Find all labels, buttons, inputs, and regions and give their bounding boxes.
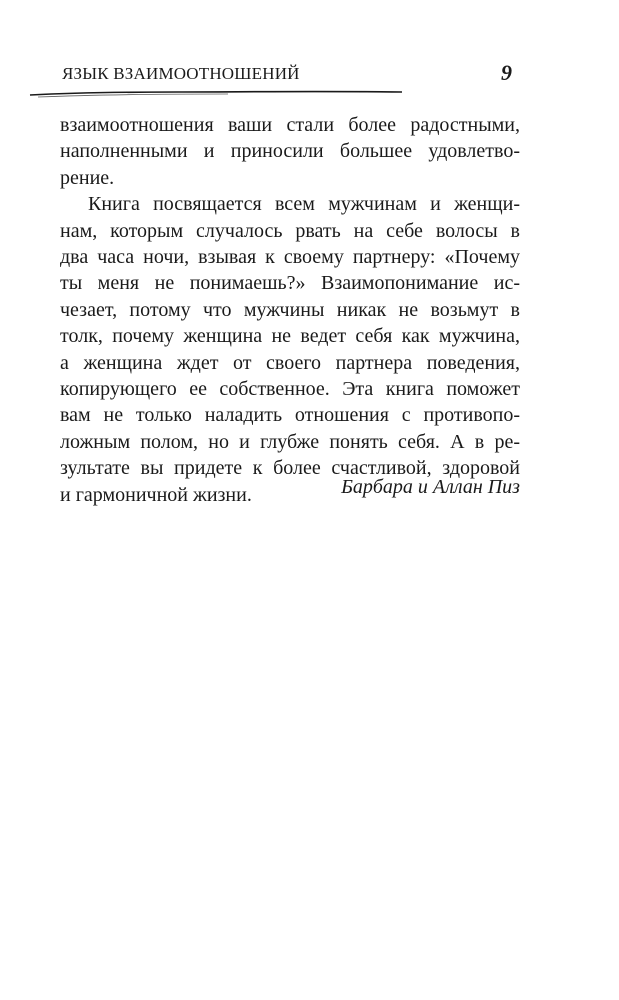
text-line: и гармоничной жизни. [60, 483, 252, 506]
header-rule [28, 88, 404, 100]
text-line: два часа ночи, взывая к своему партнеру: «Почему [60, 246, 520, 269]
body-text [60, 112, 520, 508]
text-line: Книга посвящается всем мужчинам и женщи- [88, 193, 520, 216]
text-line: чезает, потому что мужчины никак не возьмут в [60, 298, 520, 321]
text-line: а женщина ждет от своего партнера поведения, [60, 351, 520, 374]
text-line: копирующего ее собственное. Эта книга поможет [60, 378, 520, 401]
paragraph-1 [60, 112, 520, 191]
paragraph-2 [60, 191, 520, 508]
text-line: наполненными и приносили большее удовлетво- [60, 140, 520, 163]
text-line: зультате вы придете к более счастливой, здоровой [60, 457, 520, 480]
text-line: вам не только наладить отношения с противопо- [60, 404, 520, 427]
author-signature: Барбара и Аллан Пиз [341, 476, 520, 498]
page-number: 9 [501, 60, 512, 85]
text-line: взаимоотношения ваши стали более радостными, [60, 114, 520, 136]
text-line: рение. [60, 166, 115, 189]
text-line: нам, которым случалось рвать на себе волосы в [60, 219, 520, 242]
running-title: ЯЗЫК ВЗАИМООТНОШЕНИЙ [62, 64, 300, 83]
text-line: ложным полом, но и глубже понять себя. А в ре- [60, 430, 520, 453]
text-line: толк, почему женщина не ведет себя как мужчина, [60, 325, 520, 348]
text-line: ты меня не понимаешь?» Взаимопонимание ис- [60, 272, 520, 295]
